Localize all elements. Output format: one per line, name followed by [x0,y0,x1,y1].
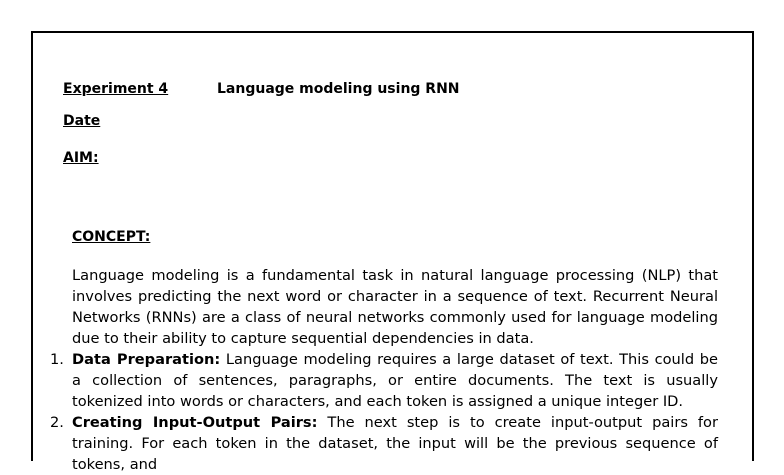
list-number: 2. [50,414,64,431]
date-label: Date [63,113,101,129]
concept-paragraph: Language modeling is a fundamental task in natural language processing (NLP) that involves predicting the next word or character in a sequence of text. Recurrent Neural Networks (RNNs) are a class of neural networks commonly used for language modeling due to their ability to capture sequential dependencies in data. [72,267,718,347]
step-title: Creating Input-Output Pairs: [72,414,318,431]
concept-heading: CONCEPT: [72,229,151,245]
list-number: 1. [50,351,64,368]
step-text: Language modeling requires a large dataset of text. This could be a collection of sentences, paragraphs, or entire documents. The text is usually tokenized into words or characters, and each token is assigned a unique integer ID. [72,351,718,410]
step-title: Data Preparation: [72,351,221,368]
aim-label: AIM: [63,150,99,166]
list-item [50,412,718,475]
list-item [50,349,718,412]
step-text: The next step is to create input-output pairs for training. For each token in the dataset, the input will be the previous sequence of tokens, and [72,414,718,473]
steps-list [50,349,718,475]
experiment-label: Experiment 4 [63,81,169,97]
experiment-title: Language modeling using RNN [217,81,460,97]
